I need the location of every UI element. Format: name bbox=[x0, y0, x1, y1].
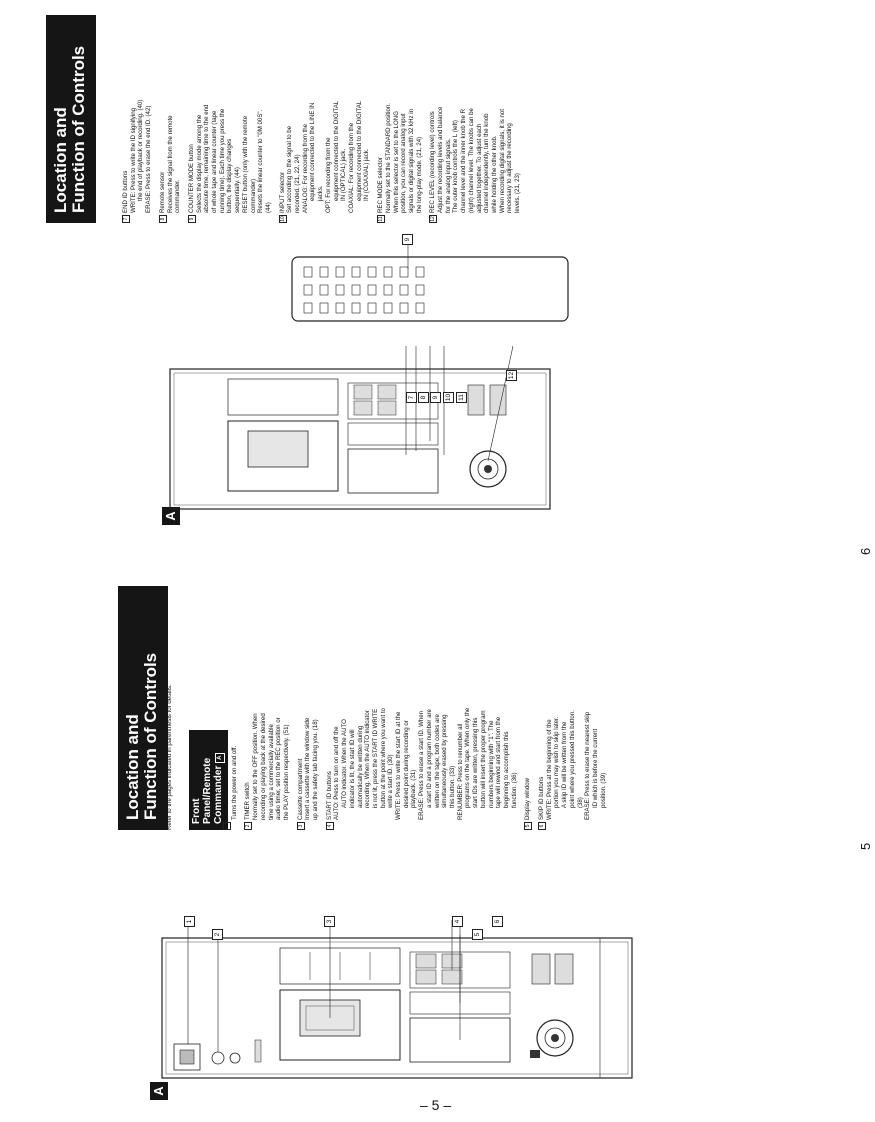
front-panel-diagram bbox=[160, 910, 635, 1080]
control-entry-2 bbox=[244, 562, 290, 830]
entry-line: desired point during recording or bbox=[402, 720, 410, 808]
entry-line: function. (36) bbox=[510, 772, 518, 808]
control-entry-8 bbox=[159, 8, 182, 223]
entry-heading bbox=[223, 562, 231, 830]
entry-number-box: 9 bbox=[188, 215, 196, 223]
control-entry-9 bbox=[188, 8, 273, 223]
title-line-1: Location and bbox=[123, 714, 142, 820]
left-page bbox=[0, 561, 875, 1122]
callout-10: 10 bbox=[445, 393, 452, 402]
entry-heading bbox=[188, 8, 196, 223]
entry-line: equipment connected to the DIGITAL bbox=[332, 100, 340, 201]
entry-line: written on the tape, both codes are bbox=[433, 714, 441, 808]
entry-line: button at the point where you want to bbox=[379, 708, 387, 808]
section-badge-a: A bbox=[150, 1082, 168, 1100]
control-entry-4 bbox=[326, 562, 519, 830]
entry-line: point where you pressed this button. bbox=[568, 710, 576, 808]
entry-line: portion you may wish to skip later. bbox=[553, 716, 561, 808]
entry-line: jacks. bbox=[317, 185, 325, 201]
entry-line: the PLAY position respectively. (51) bbox=[282, 724, 290, 820]
entry-title: START ID buttons bbox=[325, 771, 333, 820]
entry-heading bbox=[279, 8, 287, 223]
callout-3: 3 bbox=[324, 916, 335, 927]
entry-line: beginning to accomplish this bbox=[502, 731, 510, 808]
title-line-1-right: Location and bbox=[51, 107, 70, 213]
entry-line: Normally set to the STANDARD position. bbox=[384, 103, 392, 213]
entry-line: tape will rewind and start from the bbox=[495, 716, 503, 808]
callout-2: 2 bbox=[212, 929, 223, 940]
entry-title: POWER button bbox=[223, 778, 230, 820]
subhead-line-2-text: Commander bbox=[213, 765, 224, 824]
callout-1: 1 bbox=[184, 916, 195, 927]
control-entry-5 bbox=[524, 562, 532, 830]
entry-title: COUNTER MODE button bbox=[187, 144, 195, 213]
callout-11: 11 bbox=[456, 392, 467, 403]
entry-line: simultaneously erased by pressing bbox=[441, 714, 449, 808]
entry-line: Adjust the recording levels and balance bbox=[437, 106, 445, 213]
entry-line: WRITE: Press to write the ID signifying bbox=[129, 108, 137, 213]
entry-line: OPT: For recording from the bbox=[324, 137, 332, 213]
entry-line: of whole tape and linear counter (tape bbox=[211, 110, 219, 213]
subhead-line-1: Front Panel/Remote bbox=[191, 757, 213, 824]
entry-line: IN (OPTICAL) jack. bbox=[340, 148, 348, 201]
page-number-left: 5 bbox=[858, 842, 873, 850]
entry-line: equipment connected to the LINE IN bbox=[309, 102, 317, 201]
intro-text: Refer to the pages indicated in parenthesis for details. bbox=[166, 684, 173, 830]
entry-line: Insert a cassette with the window side bbox=[304, 717, 312, 820]
entry-line: the long-play mode. (21, 24) bbox=[415, 136, 423, 213]
entry-line: The outer knob controls the L (left) bbox=[452, 120, 460, 213]
entry-line: ERASE: Press to erase the nearest skip bbox=[584, 711, 592, 820]
entry-line: AUTO indicator. When the AUTO bbox=[341, 719, 349, 808]
callout-7: 7 bbox=[406, 392, 417, 403]
entry-line: commander) bbox=[249, 178, 257, 213]
entry-line: adjusted together. To adjust each bbox=[475, 123, 483, 213]
control-entry-1 bbox=[223, 562, 238, 830]
entry-heading bbox=[524, 562, 532, 830]
entry-line: Set according to the signal to be bbox=[286, 125, 294, 213]
section-badge-a-right: A bbox=[162, 507, 180, 525]
entry-line: (44) bbox=[264, 202, 272, 213]
entry-line: When this selector is set to the LONG bbox=[392, 111, 400, 213]
entry-number-box: 12 bbox=[430, 216, 437, 222]
entry-line: AUTO: Press to turn on and off the bbox=[333, 726, 341, 820]
entry-line: A skip ID will be written from the bbox=[561, 721, 569, 808]
entry-line: signals or digital signals with 32 kHz in bbox=[407, 109, 415, 213]
front-panel-diagram-right bbox=[168, 331, 553, 511]
entry-line: a start ID and a program number are bbox=[425, 709, 433, 808]
control-entry-10 bbox=[279, 8, 371, 223]
title-line-2: Function of Controls bbox=[141, 652, 160, 820]
entry-line: playback. (31) bbox=[410, 769, 418, 808]
entry-line: COAXIAL: For recording from the bbox=[347, 122, 355, 213]
control-entry-12 bbox=[429, 8, 521, 223]
entry-line: position, you can record analog input bbox=[400, 113, 408, 213]
entry-line: while holding the other knob. bbox=[490, 135, 498, 213]
entry-title: Display window bbox=[524, 778, 532, 820]
entry-line: recording or playing back at the desired bbox=[259, 713, 267, 820]
entry-line: Selects the display mode among the bbox=[195, 114, 203, 213]
callout-8: 8 bbox=[418, 392, 429, 403]
entry-number-box: 3 bbox=[297, 822, 305, 830]
entry-line: button, the display changes bbox=[226, 138, 234, 213]
entry-line: ERASE: Press to erase a start ID. When bbox=[418, 710, 426, 820]
entry-line: Normally set to the OFF position. When bbox=[252, 713, 260, 820]
entry-line: When recording digital signals, it is not bbox=[498, 109, 506, 213]
entry-line: equipment connected to the DIGITAL bbox=[355, 100, 363, 201]
entry-number-box: 7 bbox=[122, 215, 130, 223]
entry-title: INPUT selector bbox=[278, 171, 286, 213]
entry-line: programs on the tape. When only the bbox=[464, 707, 472, 808]
footer-page-label: – 5 – bbox=[420, 1097, 452, 1113]
entry-line: time using a commercially available bbox=[267, 724, 275, 820]
entry-title: REC LEVEL (recording level) controls bbox=[429, 111, 437, 213]
page-title-left bbox=[118, 586, 168, 830]
entry-line: up and the safety tab facing you. (18) bbox=[312, 719, 320, 820]
page-number-right: 6 bbox=[858, 547, 873, 555]
entry-line: automatically be written during bbox=[356, 725, 364, 808]
entry-line: running time). Each time you press the bbox=[218, 108, 226, 213]
callout-5: 5 bbox=[472, 929, 483, 940]
entry-heading bbox=[159, 8, 167, 223]
callout-remote-9: 9 bbox=[402, 234, 413, 245]
entry-line: indicator is lit, the start ID will bbox=[348, 729, 356, 808]
entry-line: audio timer, set to the REC position or bbox=[275, 717, 283, 820]
entry-line: start IDs are written, pressing this bbox=[472, 717, 480, 808]
entry-line: (38) bbox=[576, 797, 584, 808]
entry-line: ID which is before the current bbox=[591, 728, 599, 808]
control-entry-6 bbox=[538, 562, 607, 830]
control-entry-7 bbox=[122, 8, 153, 223]
entry-heading bbox=[538, 562, 546, 830]
entry-number-box: 1 bbox=[223, 822, 231, 830]
entry-line: recording. When the AUTO indicator bbox=[364, 710, 372, 808]
left-entries bbox=[223, 562, 613, 830]
entry-heading bbox=[377, 8, 385, 223]
callout-4: 4 bbox=[452, 916, 463, 927]
entry-line: is not lit, press the START ID WRITE bbox=[371, 708, 379, 808]
entry-number-box: 11 bbox=[378, 216, 385, 222]
entry-line: write a start ID. (30) bbox=[387, 754, 395, 808]
entry-line: numbers beginning with "1". The bbox=[487, 720, 495, 808]
entry-heading bbox=[297, 562, 305, 830]
control-entry-3 bbox=[297, 562, 320, 830]
entry-line: absolute time, remaining time to the end bbox=[203, 104, 211, 213]
callout-6: 6 bbox=[492, 916, 503, 927]
callout-12: 12 bbox=[508, 371, 515, 380]
entry-heading bbox=[122, 8, 130, 223]
entry-line: for the analog input signals. bbox=[444, 138, 452, 213]
callout-9: 9 bbox=[430, 392, 441, 403]
entry-number-box: 10 bbox=[279, 216, 286, 222]
entry-heading bbox=[326, 562, 334, 830]
entry-line: recorded. (21, 22, 24) bbox=[294, 154, 302, 213]
entry-title: END ID buttons bbox=[122, 170, 129, 213]
title-line-2-right: Function of Controls bbox=[69, 45, 88, 213]
entry-line: Resets the linear counter to "0M 00S". bbox=[257, 109, 265, 213]
entry-title: Cassette compartment bbox=[296, 758, 304, 820]
entry-line: sequentially. (44) bbox=[234, 167, 242, 213]
entry-line: (right) channel level. The knobs can be bbox=[467, 108, 475, 213]
entry-line: position. (39) bbox=[599, 772, 607, 808]
entry-line: Receives the signal from the remote bbox=[166, 115, 174, 213]
entry-line: Turns the power on and off. bbox=[230, 745, 238, 820]
right-entries bbox=[122, 8, 528, 223]
entry-number-box: 5 bbox=[524, 822, 532, 830]
entry-line: ANALOG: For recording from the bbox=[301, 123, 309, 213]
entry-line: the end of playback or recording. (40) bbox=[137, 99, 145, 201]
entry-line: WRITE: Press to write the start ID at the bbox=[395, 711, 403, 820]
entry-line: this button. (33) bbox=[448, 765, 456, 808]
entry-line: button will insert the proper program bbox=[479, 710, 487, 808]
entry-line: RESET button (only with the remote bbox=[241, 115, 249, 213]
entry-title: SKIP ID buttons bbox=[538, 776, 546, 820]
subhead-badge: A bbox=[215, 753, 225, 763]
entry-line: IN (COAXIAL) jack. bbox=[363, 148, 371, 201]
entry-line: channel level and the inner knob the R bbox=[460, 108, 468, 213]
remote-commander-diagram bbox=[290, 237, 570, 327]
entry-line: RENUMBER: Press to renumber all bbox=[456, 723, 464, 820]
entry-heading bbox=[244, 562, 252, 830]
entry-number-box: 6 bbox=[538, 822, 546, 830]
entry-number-box: 4 bbox=[326, 822, 334, 830]
entry-heading bbox=[429, 8, 437, 223]
entry-line: levels. (21, 23) bbox=[514, 173, 522, 213]
entry-line: channel independently, turn the knob bbox=[483, 113, 491, 213]
entry-title: TIMER switch bbox=[244, 782, 252, 820]
entry-title: REC MODE selector bbox=[377, 157, 385, 213]
entry-title: Remote sensor bbox=[158, 171, 166, 213]
page-title-right bbox=[46, 15, 96, 223]
control-entry-11 bbox=[377, 8, 423, 223]
entry-line: WRITE: Press at the beginning of the bbox=[545, 719, 553, 820]
entry-line: ERASE: Press to erase the end ID. (42) bbox=[145, 105, 153, 213]
entry-line: necessary to adjust the recording bbox=[506, 123, 514, 213]
entry-number-box: 8 bbox=[159, 215, 167, 223]
entry-line: commander. bbox=[174, 179, 182, 213]
entry-number-box: 2 bbox=[244, 822, 252, 830]
